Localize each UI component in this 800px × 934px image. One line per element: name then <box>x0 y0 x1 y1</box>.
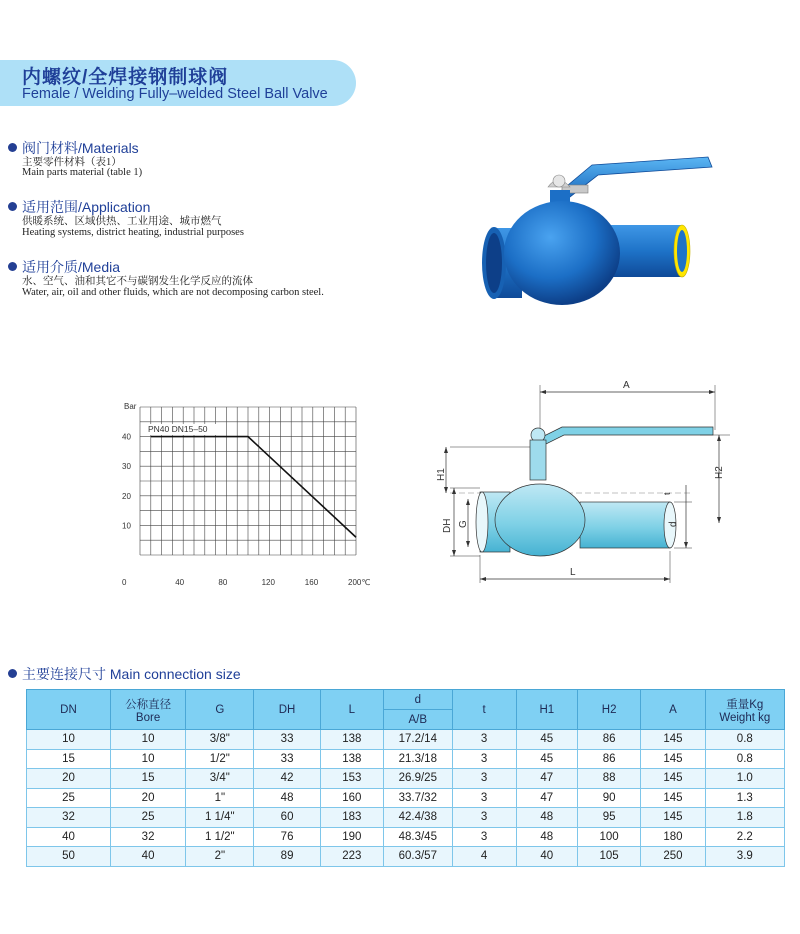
col-header-dh: DH <box>254 690 320 730</box>
table-cell: 33 <box>254 749 320 769</box>
table-cell: 1/2" <box>186 749 254 769</box>
col-header-ab: A/B <box>384 710 453 730</box>
col-header-weight <box>705 690 784 730</box>
table-cell: 3 <box>452 769 516 789</box>
col-header-bore <box>110 690 185 730</box>
table-cell: 2.2 <box>705 827 784 847</box>
table-cell: 3 <box>452 749 516 769</box>
materials-line-en: Main parts material (table 1) <box>22 167 143 178</box>
table-cell: 1.3 <box>705 788 784 808</box>
table-cell: 33.7/32 <box>384 788 453 808</box>
dim-d-label: d <box>668 521 679 527</box>
table-cell: 145 <box>641 808 705 828</box>
materials-line-cn: 主要零件材料（表1） <box>22 157 122 168</box>
dim-h1-label: H1 <box>436 468 447 481</box>
table-cell: 1.0 <box>705 769 784 789</box>
table-cell: 250 <box>641 847 705 867</box>
table-cell: 40 <box>110 847 185 867</box>
table-cell: 86 <box>577 749 640 769</box>
table-cell: 138 <box>320 730 383 750</box>
dim-l-label: L <box>570 567 576 578</box>
table-cell: 10 <box>110 749 185 769</box>
table-cell: 60 <box>254 808 320 828</box>
table-cell: 105 <box>577 847 640 867</box>
table-cell: 26.9/25 <box>384 769 453 789</box>
table-cell: 3 <box>452 827 516 847</box>
table-cell: 89 <box>254 847 320 867</box>
chart-y-tick-label: 10 <box>122 521 131 531</box>
table-row <box>27 730 785 750</box>
table-cell: 180 <box>641 827 705 847</box>
table-cell: 60.3/57 <box>384 847 453 867</box>
dim-a-label: A <box>623 380 630 391</box>
table-row <box>27 749 785 769</box>
table-cell: 20 <box>27 769 111 789</box>
table-row <box>27 827 785 847</box>
table-cell: 32 <box>27 808 111 828</box>
col-header-t: t <box>452 690 516 730</box>
ball-valve-illustration <box>470 145 730 315</box>
table-cell: 17.2/14 <box>384 730 453 750</box>
table-cell: 3/4" <box>186 769 254 789</box>
chart-x-tick-label: 40 <box>175 578 185 587</box>
table-cell: 10 <box>27 730 111 750</box>
table-row <box>27 769 785 789</box>
chart-x-tick-label: 80 <box>218 578 228 587</box>
application-line-en: Heating systems, district heating, industrial purposes <box>22 227 244 238</box>
col-header-a: A <box>641 690 705 730</box>
table-cell: 33 <box>254 730 320 750</box>
table-cell: 32 <box>110 827 185 847</box>
table-cell: 48 <box>516 827 577 847</box>
dimension-drawing <box>430 375 730 590</box>
table-cell: 76 <box>254 827 320 847</box>
table-section-title: 主要连接尺寸 Main connection size <box>22 666 241 682</box>
col-header-dn: DN <box>27 690 111 730</box>
page-title-en: Female / Welding Fully–welded Steel Ball Valve <box>22 86 328 102</box>
main-connection-size-table <box>26 689 785 867</box>
col-header-g: G <box>186 690 254 730</box>
table-cell: 183 <box>320 808 383 828</box>
table-cell: 145 <box>641 749 705 769</box>
table-cell: 25 <box>110 808 185 828</box>
col-header-bore-en: Bore <box>135 711 161 724</box>
col-header-weight-cn: 重量Kg <box>726 698 764 711</box>
table-cell: 47 <box>516 769 577 789</box>
table-cell: 48.3/45 <box>384 827 453 847</box>
table-cell: 138 <box>320 749 383 769</box>
bullet-icon <box>8 202 17 211</box>
materials-heading: 阀门材料/Materials <box>22 140 139 156</box>
chart-y-tick-label: 40 <box>122 432 131 442</box>
table-cell: 21.3/18 <box>384 749 453 769</box>
table-cell: 145 <box>641 769 705 789</box>
table-cell: 1 1/2" <box>186 827 254 847</box>
table-cell: 1.8 <box>705 808 784 828</box>
pressure-temperature-chart <box>110 395 380 595</box>
chart-x-tick-label: 200℃ <box>348 578 371 587</box>
chart-y-tick-label: 20 <box>122 491 131 501</box>
table-cell: 3.9 <box>705 847 784 867</box>
application-heading: 适用范围/Application <box>22 199 151 215</box>
chart-x-tick-label: 0 <box>122 578 127 587</box>
table-cell: 86 <box>577 730 640 750</box>
chart-series-label: PN40 DN15–50 <box>148 424 208 434</box>
table-cell: 48 <box>254 788 320 808</box>
table-cell: 2" <box>186 847 254 867</box>
table-cell: 42 <box>254 769 320 789</box>
table-cell: 50 <box>27 847 111 867</box>
table-cell: 48 <box>516 808 577 828</box>
table-cell: 40 <box>516 847 577 867</box>
table-cell: 95 <box>577 808 640 828</box>
table-cell: 4 <box>452 847 516 867</box>
table-cell: 90 <box>577 788 640 808</box>
bullet-icon <box>8 262 17 271</box>
dim-dh-label: DH <box>442 518 453 533</box>
table-cell: 88 <box>577 769 640 789</box>
col-header-h1: H1 <box>516 690 577 730</box>
table-cell: 153 <box>320 769 383 789</box>
table-row <box>27 847 785 867</box>
chart-y-tick-label: 30 <box>122 462 131 472</box>
dim-g-label: G <box>458 520 469 528</box>
table-cell: 20 <box>110 788 185 808</box>
dim-t-label: t <box>662 492 672 495</box>
table-cell: 0.8 <box>705 749 784 769</box>
table-cell: 45 <box>516 730 577 750</box>
chart-x-tick-label: 120 <box>261 578 275 587</box>
table-cell: 47 <box>516 788 577 808</box>
table-cell: 160 <box>320 788 383 808</box>
table-cell: 45 <box>516 749 577 769</box>
table-cell: 40 <box>27 827 111 847</box>
table-cell: 1" <box>186 788 254 808</box>
bullet-icon <box>8 143 17 152</box>
table-cell: 15 <box>27 749 111 769</box>
table-cell: 42.4/38 <box>384 808 453 828</box>
media-line-en: Water, air, oil and other fluids, which are not decomposing carbon steel. <box>22 287 324 298</box>
col-header-weight-en: Weight kg <box>719 711 771 724</box>
application-line-cn: 供暖系统、区域供热、工业用途、城市燃气 <box>22 216 222 227</box>
table-cell: 100 <box>577 827 640 847</box>
table-cell: 3/8" <box>186 730 254 750</box>
bullet-icon <box>8 669 17 678</box>
chart-y-label: Bar <box>124 402 137 411</box>
page-title-cn: 内螺纹/全焊接钢制球阀 <box>22 67 229 88</box>
chart-x-tick-label: 160 <box>304 578 319 587</box>
table-cell: 10 <box>110 730 185 750</box>
table-cell: 145 <box>641 730 705 750</box>
table-cell: 3 <box>452 788 516 808</box>
table-cell: 15 <box>110 769 185 789</box>
table-cell: 145 <box>641 788 705 808</box>
col-header-bore-cn: 公称直径 <box>125 698 172 711</box>
table-row <box>27 808 785 828</box>
media-heading: 适用介质/Media <box>22 259 121 275</box>
col-header-d: d <box>384 690 453 710</box>
table-cell: 3 <box>452 730 516 750</box>
table-cell: 0.8 <box>705 730 784 750</box>
table-cell: 190 <box>320 827 383 847</box>
table-row <box>27 788 785 808</box>
media-line-cn: 水、空气、油和其它不与碳钢发生化学反应的流体 <box>22 276 253 287</box>
col-header-h2: H2 <box>577 690 640 730</box>
table-cell: 223 <box>320 847 383 867</box>
table-cell: 25 <box>27 788 111 808</box>
col-header-l: L <box>320 690 383 730</box>
table-cell: 1 1/4" <box>186 808 254 828</box>
table-cell: 3 <box>452 808 516 828</box>
dim-h2-label: H2 <box>714 466 725 479</box>
